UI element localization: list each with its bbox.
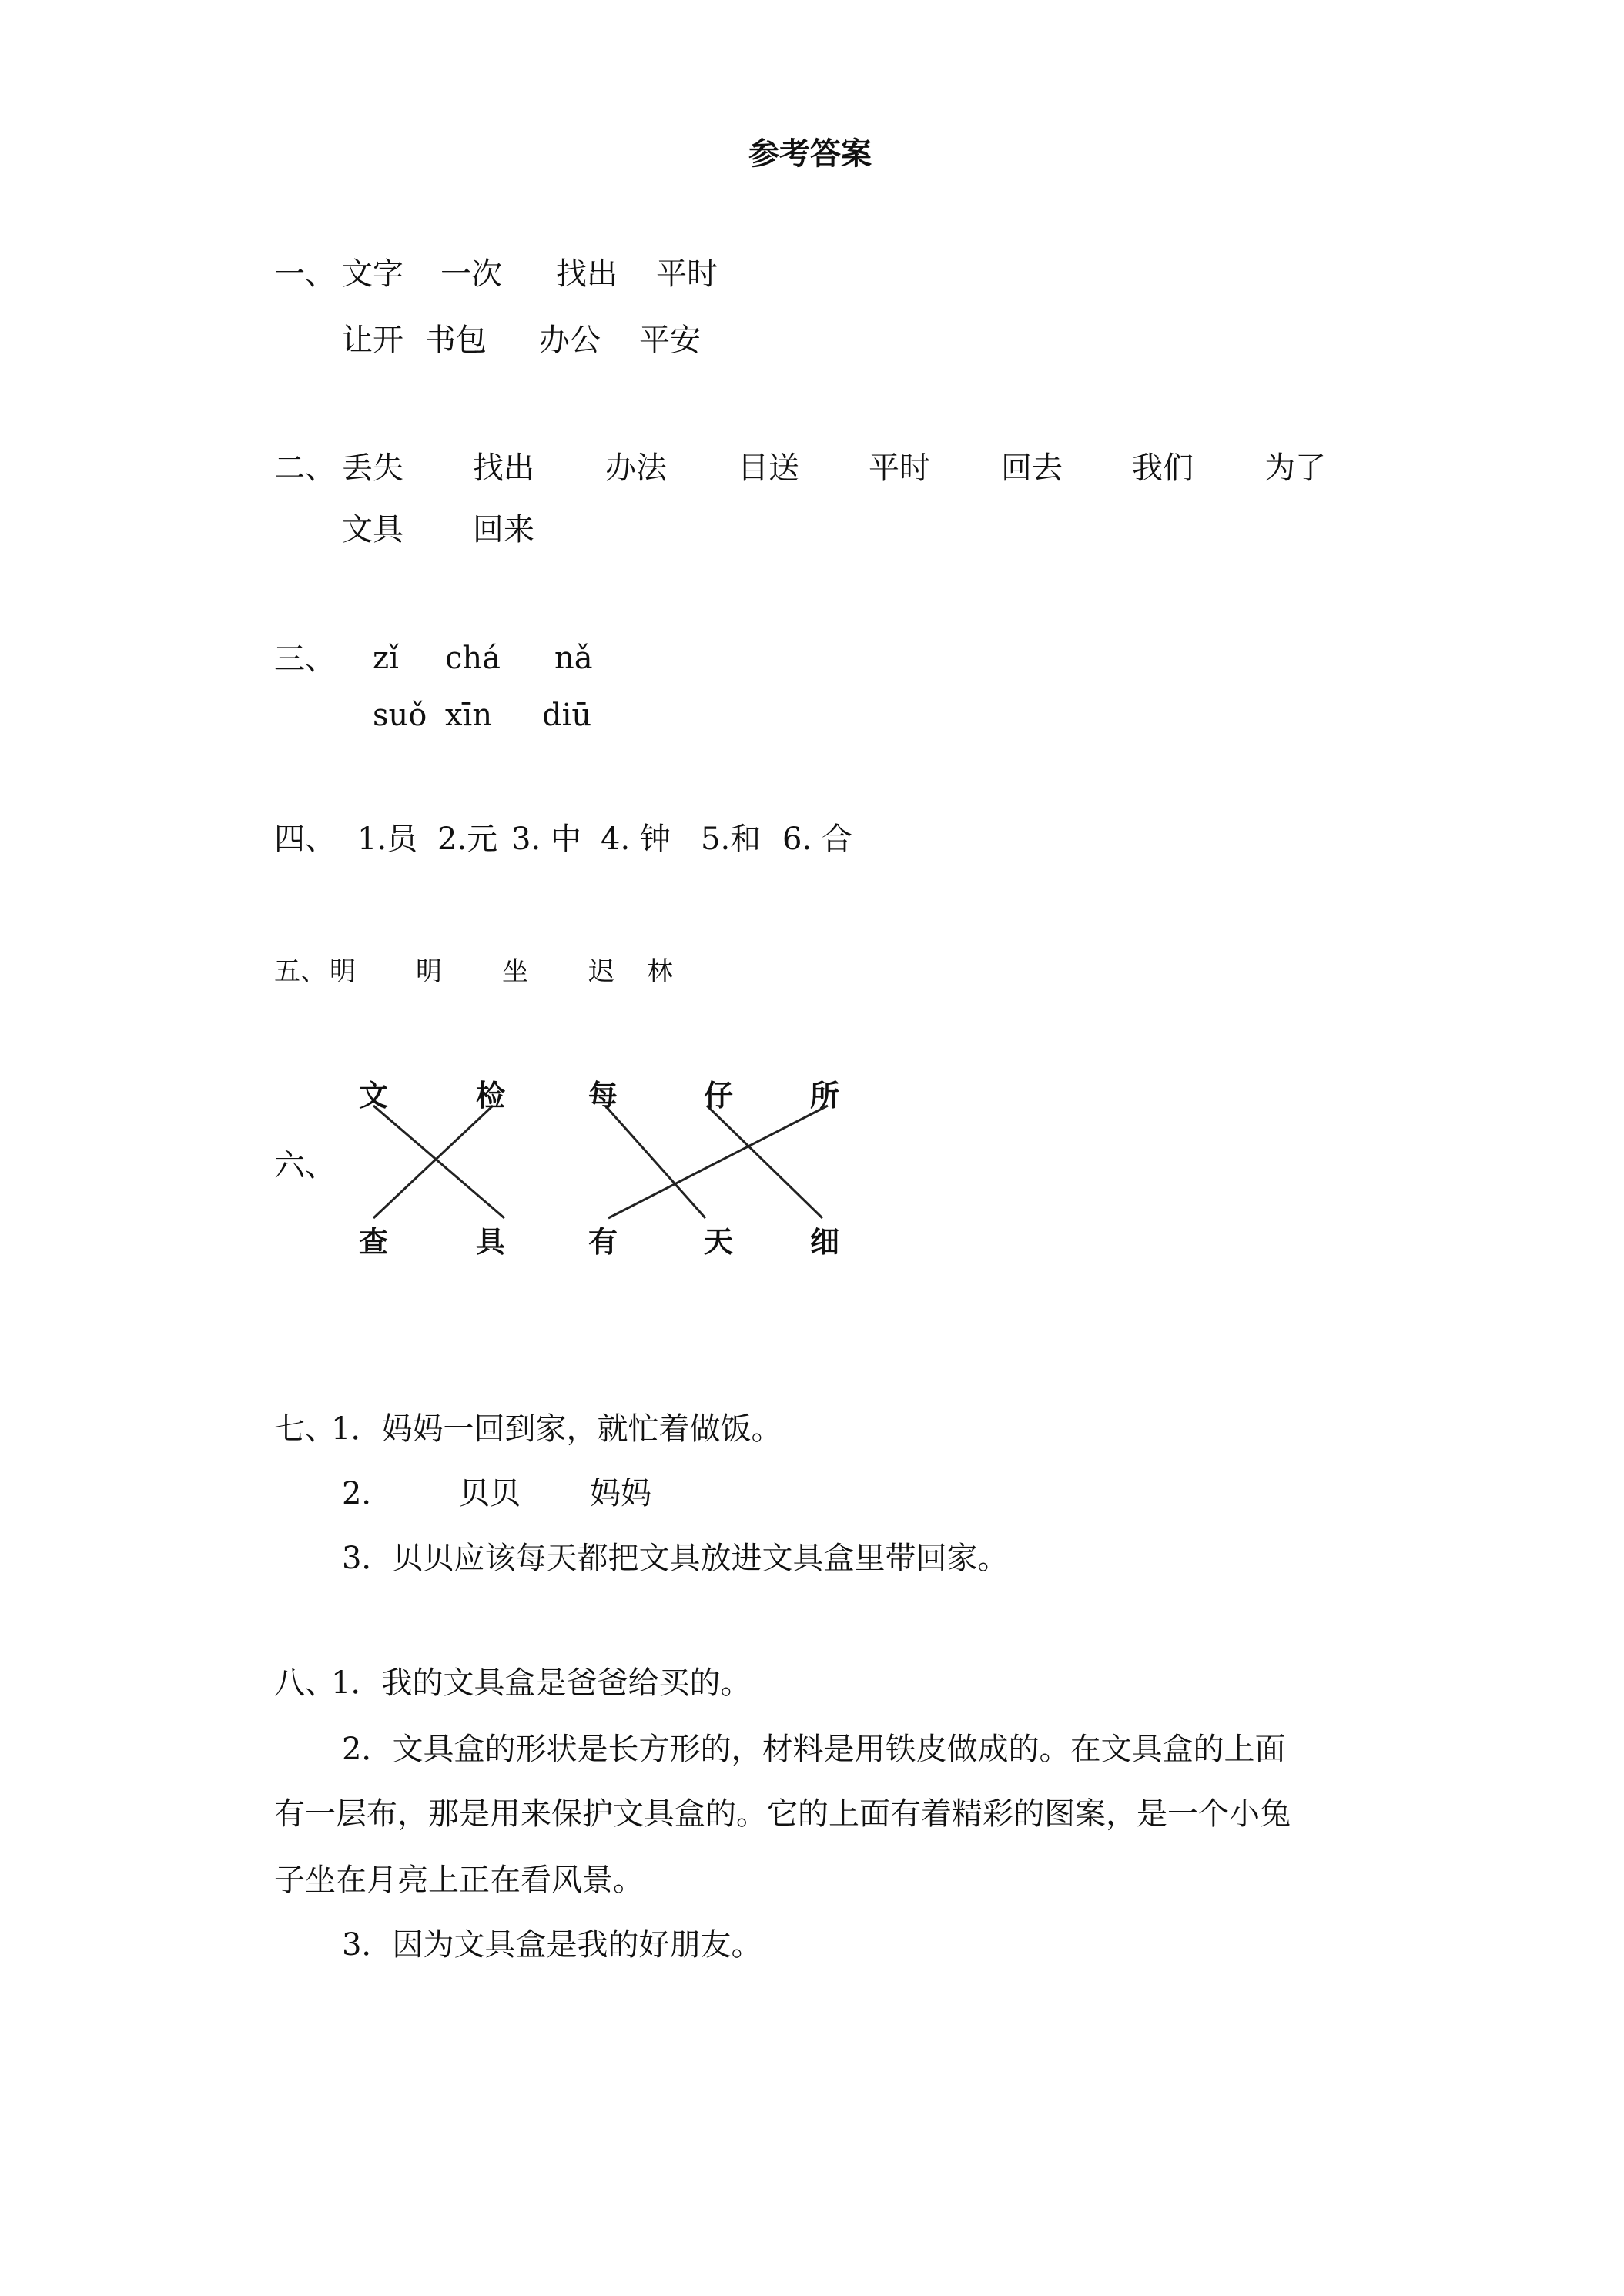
match-line-suo-you (608, 1106, 828, 1218)
q1-word: 书包 (425, 323, 487, 358)
q1-word: 找出 (556, 256, 618, 292)
q5-item: 林 (647, 956, 673, 987)
match-line-wen-ju (373, 1106, 504, 1218)
q2-word: 找出 (473, 450, 534, 486)
q1-word: 平时 (656, 256, 718, 292)
q5-item: 迟 (588, 956, 614, 987)
q8-paragraph-line: 子坐在月亮上正在看风景。 (274, 1863, 644, 1898)
q2-word: 为了 (1264, 450, 1326, 486)
q3-pinyin: diū (542, 698, 592, 733)
q7-sentence: 1．妈妈一回到家，就忙着做饭。 (331, 1411, 782, 1447)
q1-word: 文字 (342, 256, 403, 292)
q4-item: 2.元 (437, 822, 498, 857)
q4-item: 3. 中 (511, 822, 581, 857)
match-bottom-char: 细 (810, 1224, 840, 1259)
q3-pinyin: suǒ (373, 698, 427, 733)
match-top-char: 检 (476, 1078, 506, 1113)
q2-word: 目送 (738, 450, 799, 486)
q7-answer: 妈妈 (590, 1476, 651, 1511)
match-top-char: 每 (588, 1078, 618, 1113)
match-line-zai-xi (707, 1106, 822, 1218)
q1-word: 让开 (342, 323, 403, 358)
q7-answer: 贝贝 (459, 1476, 521, 1511)
q4-item: 4. 钟 (601, 822, 671, 857)
q2-word: 平时 (869, 450, 930, 486)
q7-sentence: 3．贝贝应该每天都把文具放进文具盒里带回家。 (342, 1541, 1009, 1576)
q8-paragraph-line: 2．文具盒的形状是长方形的，材料是用铁皮做成的。在文具盒的上面 (342, 1732, 1286, 1767)
q1-word: 平安 (639, 323, 701, 358)
q5-item: 明 (416, 956, 442, 987)
q3-pinyin: xīn (445, 698, 493, 733)
q8-label: 八、 (274, 1665, 336, 1701)
match-bottom-char: 有 (588, 1224, 618, 1259)
q4-item: 6. 合 (782, 822, 852, 857)
q4-item: 1.员 (357, 822, 418, 857)
q6-label: 六、 (274, 1148, 336, 1183)
q3-pinyin: chá (445, 641, 501, 676)
q7-label: 七、 (274, 1411, 336, 1447)
match-top-char: 所 (810, 1078, 840, 1113)
q1-label: 一、 (274, 256, 336, 292)
q3-pinyin: nǎ (554, 641, 593, 676)
q3-pinyin: zǐ (373, 641, 399, 676)
match-top-char: 文 (359, 1078, 389, 1113)
q2-word: 我们 (1132, 450, 1194, 486)
q2-label: 二、 (274, 450, 336, 486)
q3-label: 三、 (274, 641, 336, 677)
match-top-char: 仔 (704, 1078, 734, 1113)
match-bottom-char: 查 (359, 1224, 389, 1259)
q5-item: 坐 (502, 956, 528, 987)
q7-sentence-num: 2． (342, 1476, 393, 1511)
q2-word: 文具 (342, 512, 403, 547)
q4-label: 四、 (274, 822, 336, 857)
q2-word: 办法 (605, 450, 667, 486)
q2-word: 回去 (1001, 450, 1063, 486)
match-line-mei-tian (605, 1106, 705, 1218)
q1-word: 办公 (539, 323, 601, 358)
q8-paragraph-line: 有一层布，那是用来保护文具盒的。它的上面有着精彩的图案，是一个小兔 (274, 1796, 1291, 1832)
q8-sentence: 3．因为文具盒是我的好朋友。 (342, 1927, 762, 1963)
match-bottom-char: 天 (704, 1224, 734, 1259)
q5-label: 五、 (274, 956, 326, 987)
page-title: 参考答案 (748, 136, 872, 172)
match-bottom-char: 具 (476, 1224, 506, 1259)
q4-item: 5.和 (701, 822, 762, 857)
q8-sentence: 1．我的文具盒是爸爸给买的。 (331, 1665, 752, 1701)
q5-item: 明 (330, 956, 356, 987)
q1-word: 一次 (440, 256, 502, 292)
q2-word: 丢失 (342, 450, 403, 486)
q2-word: 回来 (473, 512, 534, 547)
